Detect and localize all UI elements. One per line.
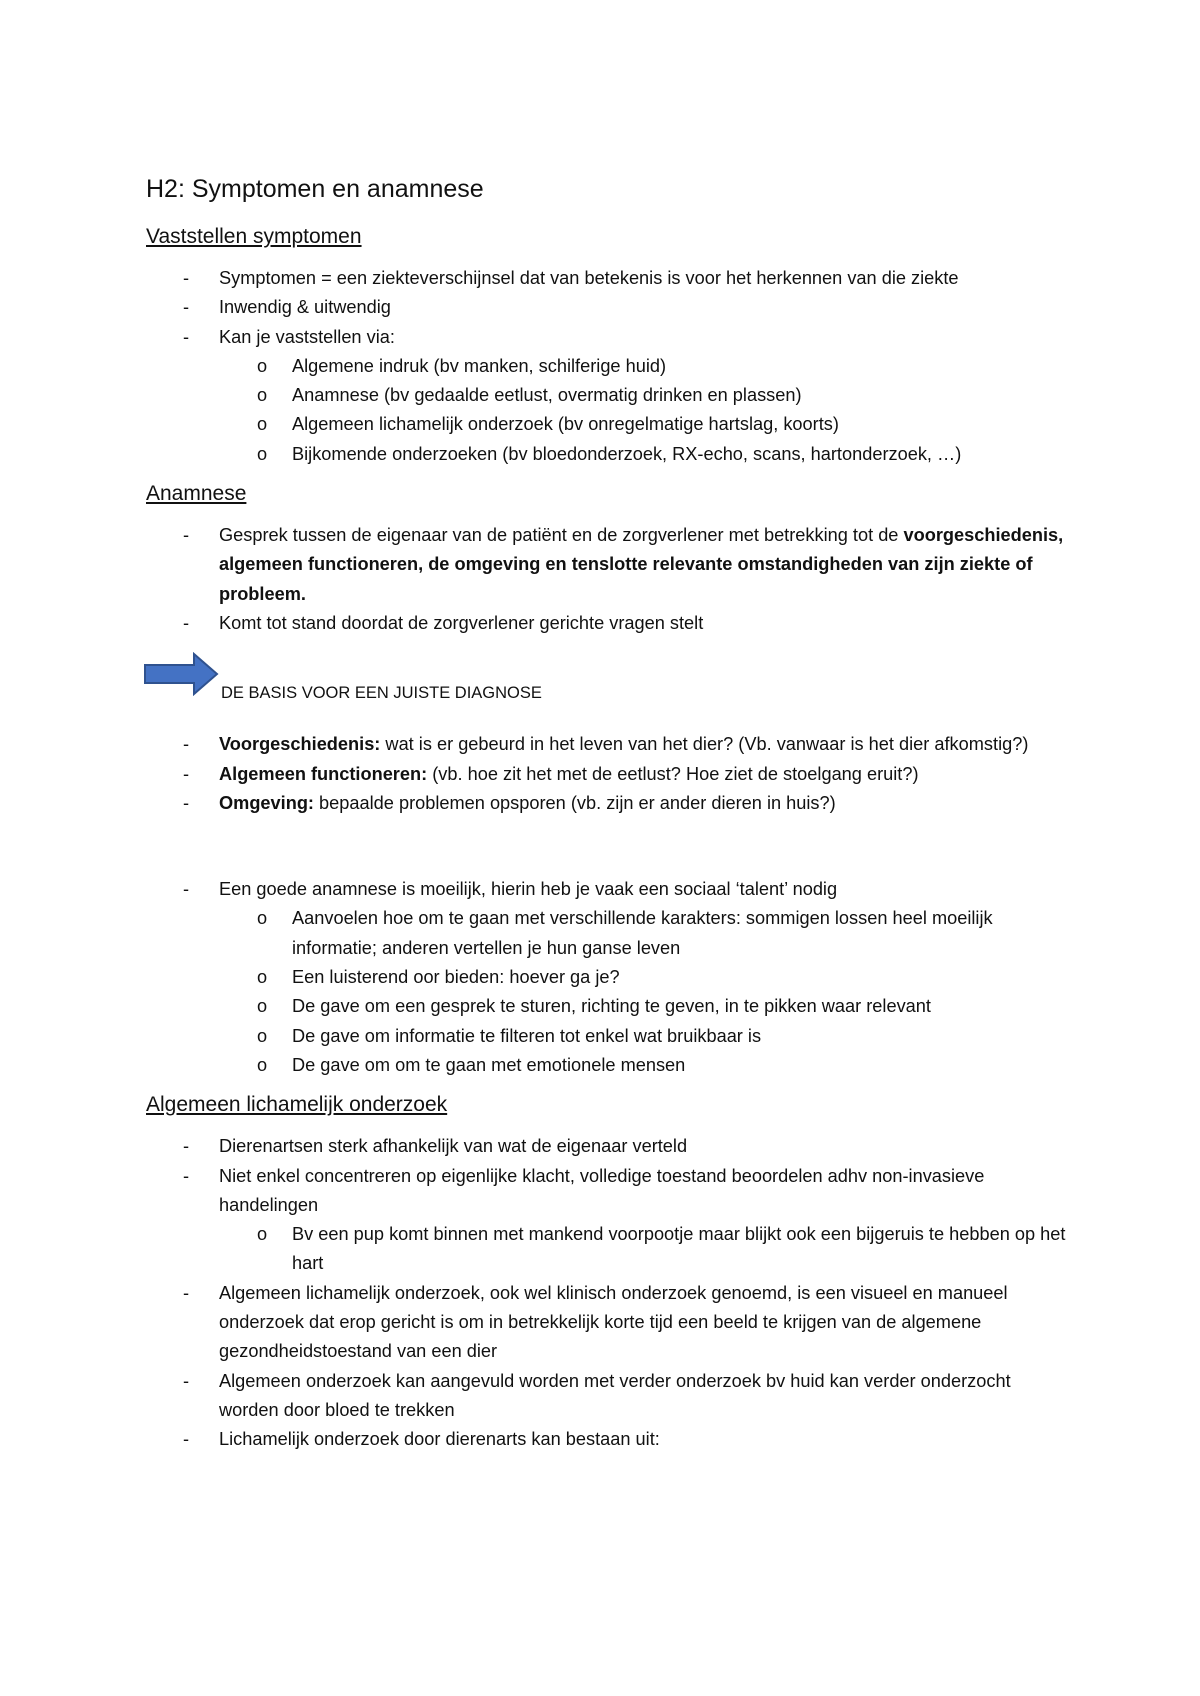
sub-list-item: o De gave om informatie te filteren tot enkel wat bruikbaar is xyxy=(146,1022,1066,1051)
dash-bullet: - xyxy=(183,268,190,288)
sub-list-item: o Algemene indruk (bv manken, schilferige huid) xyxy=(146,352,1066,381)
dash-bullet: - xyxy=(183,1370,190,1391)
list-item: - Een goede anamnese is moeilijk, hierin heb je vaak een sociaal ‘talent’ nodig o Aanvoelen hoe om te gaan met verschillende karakters: sommigen lossen heel moeilijk informatie; anderen vertellen je hun ganse leven o Een luisterend oor bieden: hoever ga je? o De gave om een gesprek te sturen, richting te geven, in te pikken waar relevant o De gave om informatie te filteren tot enkel wat bruikbaar is o De gave om om te gaan met emotionele mensen xyxy=(146,875,1066,1080)
dash-bullet: - xyxy=(183,1136,190,1157)
dash-bullet: - xyxy=(183,1165,190,1186)
dash-bullet: - xyxy=(183,734,190,755)
list-item: - Voorgeschiedenis: wat is er gebeurd in het leven van het dier? (Vb. vanwaar is het dier afkomstig?) xyxy=(146,730,1066,759)
sub-list-item: o Aanvoelen hoe om te gaan met verschillende karakters: sommigen lossen heel moeilijk informatie; anderen vertellen je hun ganse leven xyxy=(146,904,1066,963)
sub-list-item: o De gave om om te gaan met emotionele mensen xyxy=(146,1051,1066,1080)
sub-list-item: o Algemeen lichamelijk onderzoek (bv onregelmatige hartslag, koorts) xyxy=(146,410,1066,439)
sub-list-item: o Een luisterend oor bieden: hoever ga je? xyxy=(146,963,1066,992)
dash-bullet: - xyxy=(183,326,190,347)
list-item: - Komt tot stand doordat de zorgverlener gerichte vragen stelt xyxy=(146,609,1066,638)
list-item: - Omgeving: bepaalde problemen opsporen (vb. zijn er ander dieren in huis?) xyxy=(146,789,1066,818)
section-heading-onderzoek: Algemeen lichamelijk onderzoek xyxy=(146,1093,448,1117)
spacer xyxy=(146,818,1066,875)
list-item: - Inwendig & uitwendig xyxy=(146,293,1066,322)
list-item: - Algemeen lichamelijk onderzoek, ook wel klinisch onderzoek genoemd, is een visueel en manueel onderzoek dat erop gericht is om in betrekkelijk korte tijd een beeld te krijgen van de algemene gezondheidstoestand van een dier xyxy=(146,1279,1066,1367)
circle-bullet: o xyxy=(257,908,268,929)
section-heading-vaststellen: Vaststellen symptomen xyxy=(146,225,362,248)
bullet-list xyxy=(146,875,1066,1080)
list-item: - Gesprek tussen de eigenaar van de patiënt en de zorgverlener met betrekking tot de voorgeschiedenis, algemeen functioneren, de omgeving en tenslotte relevante omstandigheden van zijn ziekte of probleem. xyxy=(146,521,1066,609)
sub-list-item: o Bijkomende onderzoeken (bv bloedonderzoek, RX-echo, scans, hartonderzoek, …) xyxy=(146,440,1066,469)
document-content xyxy=(146,172,1066,1465)
circle-bullet: o xyxy=(257,967,268,988)
circle-bullet: o xyxy=(257,385,268,406)
list-item: - Dierenartsen sterk afhankelijk van wat de eigenaar verteld xyxy=(146,1132,1066,1161)
section-anamnese xyxy=(146,479,1066,1080)
dash-bullet: - xyxy=(183,297,190,318)
dash-bullet: - xyxy=(183,792,190,813)
circle-bullet: o xyxy=(257,1224,268,1245)
dash-bullet: - xyxy=(183,763,190,784)
list-item: - Symptomen = een ziekteverschijnsel dat van betekenis is voor het herkennen van die ziekte xyxy=(146,264,1066,293)
dash-bullet: - xyxy=(183,612,190,633)
section-heading-anamnese: Anamnese xyxy=(146,482,247,506)
circle-bullet: o xyxy=(257,1025,268,1046)
sub-list xyxy=(219,904,1066,1080)
circle-bullet: o xyxy=(257,996,268,1017)
diagnosis-callout xyxy=(146,652,1066,718)
section-algemeen-lichamelijk-onderzoek xyxy=(146,1090,1066,1454)
sub-list xyxy=(219,1220,1066,1279)
section-vaststellen-symptomen xyxy=(146,222,1066,469)
circle-bullet: o xyxy=(257,443,268,464)
definition-list xyxy=(146,730,1066,818)
list-item: - Algemeen onderzoek kan aangevuld worden met verder onderzoek bv huid kan verder onderzocht worden door bloed te trekken xyxy=(146,1367,1066,1426)
list-item: - Niet enkel concentreren op eigenlijke klacht, volledige toestand beoordelen adhv non-invasieve handelingen o Bv een pup komt binnen met mankend voorpootje maar blijkt ook een bijgeruis te hebben op het hart xyxy=(146,1162,1066,1279)
dash-bullet: - xyxy=(183,1282,190,1303)
right-arrow-icon xyxy=(144,652,220,696)
page-title: H2: Symptomen en anamnese xyxy=(146,175,484,203)
circle-bullet: o xyxy=(257,414,268,435)
dash-bullet: - xyxy=(183,525,190,546)
dash-bullet: - xyxy=(183,1429,190,1450)
diagnosis-basis-text: DE BASIS VOOR EEN JUISTE DIAGNOSE xyxy=(221,684,542,703)
list-item: - Kan je vaststellen via: o Algemene indruk (bv manken, schilferige huid) o Anamnese (bv gedaalde eetlust, overmatig drinken en plassen) o Algemeen lichamelijk onderzoek (bv onregelmatige hartslag, koorts) o Bijkomende onderzoeken (bv bloedonderzoek, RX-echo, scans, hartonderzoek, …) xyxy=(146,323,1066,469)
sub-list xyxy=(219,352,1066,469)
circle-bullet: o xyxy=(257,355,268,376)
bullet-list xyxy=(146,1132,1066,1454)
sub-list-item: o Anamnese (bv gedaalde eetlust, overmatig drinken en plassen) xyxy=(146,381,1066,410)
bullet-list xyxy=(146,521,1066,638)
sub-list-item: o Bv een pup komt binnen met mankend voorpootje maar blijkt ook een bijgeruis te hebben op het hart xyxy=(146,1220,1066,1279)
list-item: - Lichamelijk onderzoek door dierenarts kan bestaan uit: xyxy=(146,1425,1066,1454)
circle-bullet: o xyxy=(257,1054,268,1075)
sub-list-item: o De gave om een gesprek te sturen, richting te geven, in te pikken waar relevant xyxy=(146,992,1066,1021)
bullet-list xyxy=(146,264,1066,469)
dash-bullet: - xyxy=(183,879,190,900)
list-item: - Algemeen functioneren: (vb. hoe zit het met de eetlust? Hoe ziet de stoelgang eruit?) xyxy=(146,760,1066,789)
